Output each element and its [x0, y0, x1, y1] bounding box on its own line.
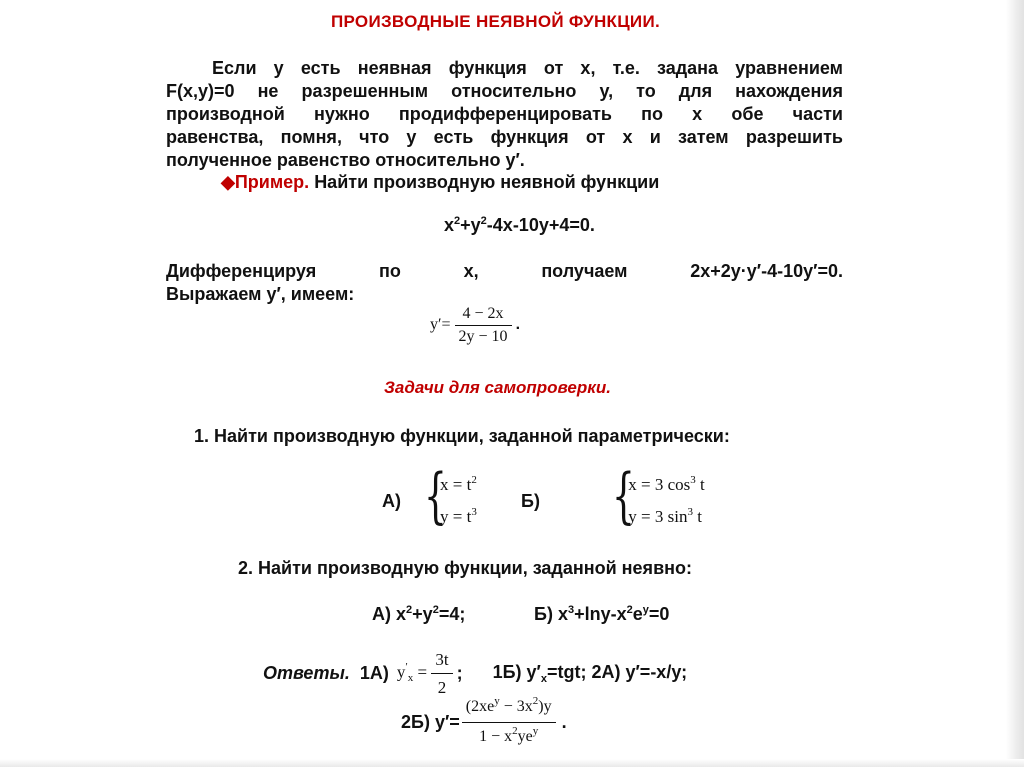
- intro-line-3: производной нужно продифференцировать по х обе части: [166, 104, 843, 124]
- self-check-heading: Задачи для самопроверки.: [384, 378, 611, 397]
- answers-1b-2a: 1Б) $у'_х=tgt$; 2А) у′=-х/у;: [492, 661, 688, 685]
- example-line: [221, 171, 659, 194]
- example-text: Найти производную неявной функции: [314, 172, 660, 192]
- page-title: ПРОИЗВОДНЫЕ НЕЯВНОЙ ФУНКЦИИ.: [331, 12, 660, 31]
- example-result-formula: y′= $\frac{4 - 2x}{2y - 10}$ .: [430, 305, 521, 345]
- answer-1a-formula: $y'_x$ = $\frac{3t}{2}$: [397, 648, 453, 699]
- intro-line-2: F(x,y)=0 не разрешенным относительно у, то для нахождения: [166, 81, 843, 101]
- brace-icon: {: [424, 461, 447, 531]
- task1-b-label: Б): [521, 491, 540, 511]
- brace-icon: {: [612, 461, 636, 531]
- answer-2b-formula: $\frac{(2xe^y - 3x^2)y}{1 - x^2ye^y}$: [462, 695, 556, 750]
- answers-label: Ответы.: [263, 663, 350, 683]
- slide-bottom-shadow: [0, 759, 1024, 767]
- example-equation: $x^2+y^2-4x-10y+4=0$.: [444, 215, 595, 235]
- example-label: Пример.: [234, 172, 310, 192]
- intro-paragraph: [166, 57, 843, 172]
- task1-a-system: { $x = t^2$ $y = t^3$: [424, 461, 477, 531]
- task1-b-system: { x = 3 $\cos^3 t$ y = 3 $\sin^3 t$: [612, 461, 705, 531]
- differentiation-line: Дифференцируя по х, получаем 2х+2у·у′-4-10у′=0.: [166, 261, 843, 281]
- intro-line-1: Если у есть неявная функция от х, т.е. задана уравнением: [212, 58, 843, 78]
- intro-line-5: полученное равенство относительно у′.: [166, 150, 525, 170]
- task1-a-label: А): [382, 491, 401, 511]
- intro-line-4: равенства, помня, что у есть функция от х и затем разрешить: [166, 127, 843, 147]
- task2-text: 2. Найти производную функции, заданной неявно:: [238, 558, 692, 578]
- task1-text: 1. Найти производную функции, заданной параметрически:: [194, 426, 730, 446]
- answers-line-1: Ответы. 1А) $y'_x$ = $\frac{3t}{2}$ ; 1Б) $у'_х=tgt$; 2А) у′=-х/у;: [263, 650, 688, 697]
- task2-a: А) $x^2+y^2=4$;: [372, 604, 466, 624]
- diamond-bullet-icon: ◆: [221, 172, 235, 192]
- answers-line-2: 2Б) у′= $\frac{(2xe^y - 3x^2)y}{1 - x^2ye^y}$ .: [401, 695, 567, 750]
- slide-edge-shadow: [1006, 0, 1024, 767]
- task2-b: Б) $x^3+\ln y-x^2e^y=0$: [534, 604, 670, 624]
- express-line: Выражаем у′, имеем:: [166, 284, 355, 304]
